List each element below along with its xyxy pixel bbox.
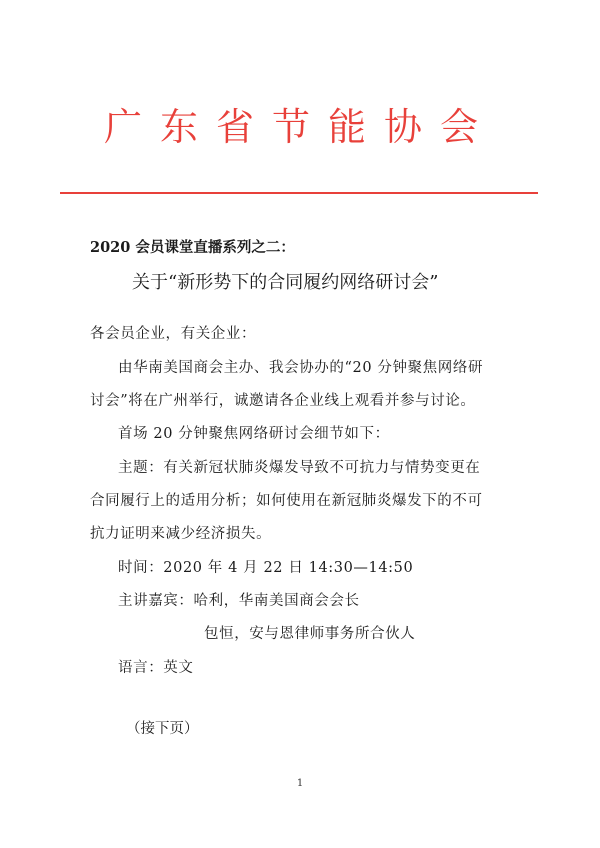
salutation: 各会员企业，有关企业：	[90, 326, 257, 342]
topic-line-1: 主题：有关新冠状肺炎爆发导致不可抗力与情势变更在	[118, 460, 481, 476]
speaker-2: 包恒，安与恩律师事务所合伙人	[204, 626, 416, 642]
topic-line-3: 抗力证明来减少经济损失。	[90, 526, 272, 542]
letterhead-divider	[60, 192, 538, 194]
paragraph-1-line-1: 由华南美国商会主办、我会协办的“20 分钟聚焦网络研	[118, 360, 484, 376]
continued-note: （接下页）	[126, 721, 199, 737]
topic-line-2: 合同履行上的适用分析；如何使用在新冠肺炎爆发下的不可	[90, 493, 483, 509]
document-title: 关于“新形势下的合同履约网络研讨会”	[132, 272, 439, 293]
letterhead-org-name: 广东省节能协会	[103, 105, 496, 149]
event-time: 时间：2020 年 4 月 22 日 14:30—14:50	[118, 560, 414, 576]
series-label: 2020 会员课堂直播系列之二：	[90, 239, 295, 256]
speaker-1: 主讲嘉宾：哈利，华南美国商会会长	[118, 593, 360, 609]
paragraph-2: 首场 20 分钟聚焦网络研讨会细节如下：	[118, 426, 390, 442]
page-number: 1	[296, 778, 304, 789]
paragraph-1-line-2: 讨会”将在广州举行，诚邀请各企业线上观看并参与讨论。	[90, 393, 476, 409]
event-language: 语言：英文	[118, 660, 194, 676]
